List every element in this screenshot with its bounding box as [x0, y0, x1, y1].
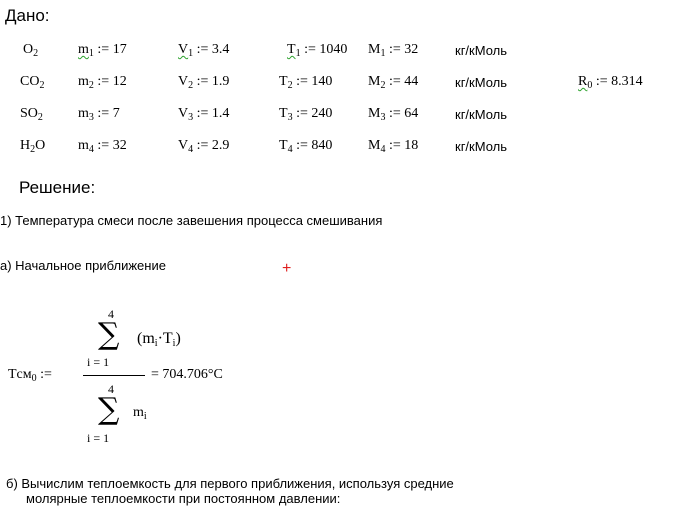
- volume-assignment[interactable]: $V_4$ := 2.9: [178, 138, 230, 155]
- lower-limit: i = 1: [87, 355, 110, 369]
- gas-name: $CO_2$: [20, 74, 45, 91]
- temperature-assignment[interactable]: $T_2$ := 140: [279, 74, 333, 91]
- upper-limit: 4: [108, 307, 114, 321]
- heading-solution: Решение:: [19, 178, 96, 197]
- sum-sign-icon: ∑: [98, 392, 120, 427]
- volume-assignment[interactable]: $V_3$ := 1.4: [178, 106, 230, 123]
- formula-result: = 704.706°C: [151, 367, 223, 382]
- crosshair-cursor-icon: +: [282, 260, 292, 277]
- unit-label: кг/кМоль: [455, 107, 508, 122]
- sum-sign-icon: ∑: [98, 317, 120, 352]
- unit-label: кг/кМоль: [455, 139, 508, 154]
- molar-mass-assignment[interactable]: $M_4$ := 18: [368, 138, 419, 155]
- step-b-text: б) Вычислим теплоемкость для первого приближения, используя средние: [6, 476, 454, 491]
- gas-name: $SO_2$: [20, 106, 43, 123]
- temperature-assignment[interactable]: $T_1$ := 1040: [287, 42, 348, 59]
- numerator-term: $(m_i\cdot T_i)$: [137, 330, 181, 349]
- volume-assignment[interactable]: $V_1$ := 3.4: [178, 42, 230, 59]
- step-b-text-continued: молярные теплоемкости при постоянном давлении:: [26, 494, 341, 506]
- molar-mass-assignment[interactable]: $M_3$ := 64: [368, 106, 419, 123]
- mass-assignment[interactable]: $m_3$ := 7: [78, 106, 120, 123]
- gas-constant-assignment[interactable]: $R_0$ := 8.314: [578, 74, 643, 91]
- unit-label: кг/кМоль: [455, 75, 508, 90]
- volume-assignment[interactable]: $V_2$ := 1.9: [178, 74, 230, 91]
- mass-assignment[interactable]: $m_4$ := 32: [78, 138, 127, 155]
- molar-mass-assignment[interactable]: $M_2$ := 44: [368, 74, 419, 91]
- gas-name: $H_2O$: [20, 138, 46, 155]
- gas-name: $O_2$: [23, 42, 39, 59]
- lower-limit: i = 1: [87, 431, 110, 445]
- mass-assignment[interactable]: $m_1$ := 17: [78, 42, 127, 59]
- step-b-clip: [0, 494, 691, 507]
- fraction-bar: [83, 375, 145, 376]
- step-a-text: а) Начальное приближение: [0, 258, 166, 273]
- temperature-assignment[interactable]: $T_4$ := 840: [279, 138, 333, 155]
- molar-mass-assignment[interactable]: $M_1$ := 32: [368, 42, 419, 59]
- formula-lhs: Tсм$_0$ :=: [8, 367, 52, 384]
- mass-assignment[interactable]: $m_2$ := 12: [78, 74, 127, 91]
- upper-limit: 4: [108, 382, 114, 396]
- temperature-assignment[interactable]: $T_3$ := 240: [279, 106, 333, 123]
- unit-label: кг/кМоль: [455, 43, 508, 58]
- step-1-text: 1) Температура смеси после завешения процесса смешивания: [0, 213, 383, 228]
- heading-given: Дано:: [5, 6, 50, 25]
- denominator-term: $m_i$: [133, 405, 147, 422]
